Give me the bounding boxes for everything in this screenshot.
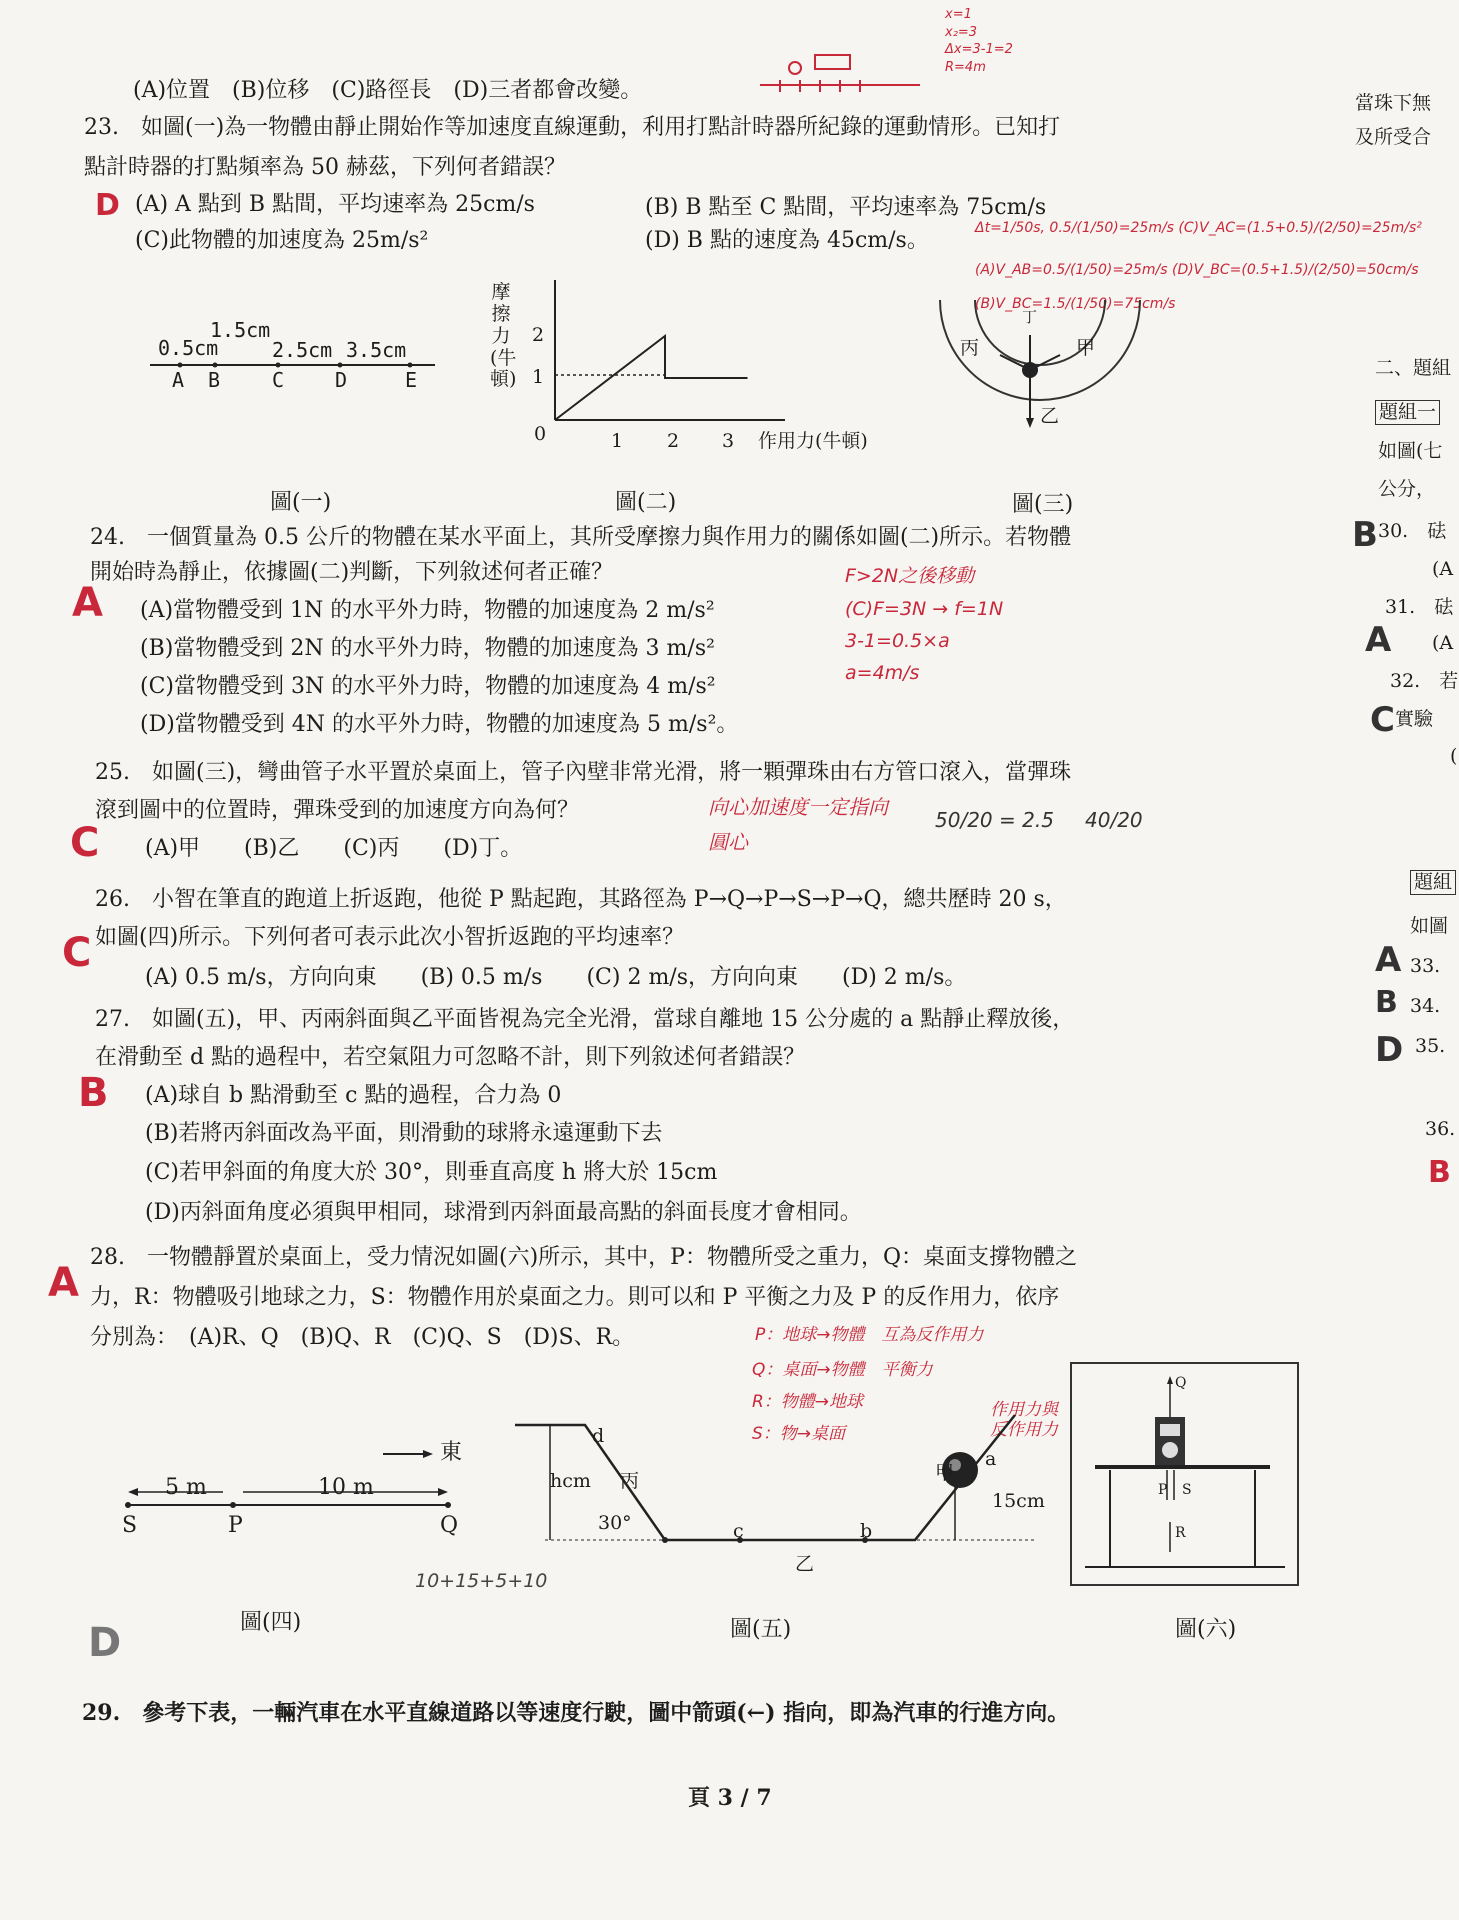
fig4-point-q: Q bbox=[440, 1513, 459, 1538]
answer-q26: C bbox=[62, 930, 92, 976]
hw-q25-note1: 向心加速度一定指向 bbox=[708, 795, 888, 819]
fig3-label-yi: 乙 bbox=[1040, 405, 1060, 427]
fig5-point-c: c bbox=[733, 1520, 744, 1542]
hw-q28-note2: Q：桌面→物體 平衡力 bbox=[752, 1360, 933, 1380]
answer-q33: A bbox=[1375, 940, 1402, 980]
fig5-slope-bing: 丙 bbox=[620, 1470, 640, 1492]
fig5-caption: 圖(五) bbox=[730, 1617, 792, 1642]
fig6-diagram bbox=[1070, 1362, 1300, 1587]
fig4-east-label: 東 bbox=[440, 1440, 463, 1465]
fig6-label-q: Q bbox=[1175, 1375, 1187, 1391]
hw-q24-note4: a=4m/s bbox=[845, 662, 920, 684]
hw-q23-calc1: Δt=1/50s, 0.5/(1/50)=25m/s (C)V_AC=(1.5+0.5)/(2/50)=25m/s² bbox=[975, 220, 1422, 236]
q24-option-a: (A)當物體受到 1N 的水平外力時，物體的加速度為 2 m/s² bbox=[140, 598, 715, 623]
answer-q29: D bbox=[88, 1620, 122, 1666]
hw-q26-calc1: 50/20 = 2.5 bbox=[935, 808, 1054, 832]
fig1-dist-ab: 0.5cm bbox=[158, 336, 219, 360]
hw-q28-note1: P：地球→物體 互為反作用力 bbox=[755, 1325, 984, 1345]
q27-option-c: (C)若甲斜面的角度大於 30°，則垂直高度 h 將大於 15cm bbox=[145, 1160, 718, 1185]
fig1-caption: 圖(一) bbox=[270, 490, 332, 515]
q26-options: (A) 0.5 m/s，方向向東 (B) 0.5 m/s (C) 2 m/s，方向向東 (D) 2 m/s。 bbox=[145, 965, 967, 990]
fig1-point-d: D bbox=[335, 368, 348, 392]
q23-option-d: (D) B 點的速度為 45cm/s。 bbox=[645, 228, 929, 253]
q27-stem-line2: 在滑動至 d 點的過程中，若空氣阻力可忽略不計，則下列敘述何者錯誤？ bbox=[95, 1045, 806, 1070]
answer-q32: C bbox=[1370, 700, 1395, 740]
fig1-dist-bc: 1.5cm bbox=[210, 318, 271, 342]
q23-option-c: (C)此物體的加速度為 25m/s² bbox=[135, 228, 429, 253]
answer-q30: B bbox=[1352, 515, 1378, 555]
fig6-label-p: P bbox=[1158, 1482, 1168, 1498]
q24-option-d: (D)當物體受到 4N 的水平外力時，物體的加速度為 5 m/s²。 bbox=[140, 712, 739, 737]
fig5-angle: 30° bbox=[598, 1512, 632, 1534]
fig1-point-b: B bbox=[208, 368, 221, 392]
hw-q23-calc2: (A)V_AB=0.5/(1/50)=25m/s (D)V_BC=(0.5+1.5)/(2/50)=50cm/s bbox=[975, 262, 1419, 278]
fig3-caption: 圖(三) bbox=[1012, 492, 1074, 517]
fig2-xtick-3: 3 bbox=[722, 430, 735, 452]
rc-q30a: (A bbox=[1432, 558, 1454, 580]
rc-q32b: 實驗 bbox=[1395, 708, 1434, 730]
fig5-height-h: hcm bbox=[550, 1470, 591, 1492]
fig1-point-e: E bbox=[405, 368, 418, 392]
hw-q28-note3: R：物體→地球 bbox=[752, 1392, 864, 1412]
hw-q28-note5: 作用力與反作用力 bbox=[990, 1400, 1058, 1441]
fig4-point-p: P bbox=[228, 1513, 243, 1538]
q24-option-b: (B)當物體受到 2N 的水平外力時，物體的加速度為 3 m/s² bbox=[140, 636, 715, 661]
q27-option-d: (D)丙斜面角度必須與甲相同，球滑到丙斜面最高點的斜面長度才會相同。 bbox=[145, 1200, 862, 1225]
q23-stem-line1: 23. 如圖(一)為一物體由靜止開始作等加速度直線運動，利用打點計時器所紀錄的運動情形。已知打 bbox=[84, 115, 1061, 140]
q23-option-b: (B) B 點至 C 點間，平均速率為 75cm/s bbox=[645, 195, 1047, 220]
rc-section: 二、題組 bbox=[1375, 357, 1452, 379]
fig2-origin: 0 bbox=[534, 423, 547, 445]
rc-group1: 題組一 bbox=[1375, 400, 1440, 425]
hw-top-notes: x=1 x₂=3 Δx=3-1=2 R=4m bbox=[945, 7, 1013, 75]
page-number: 頁 3 / 7 bbox=[688, 1785, 772, 1811]
q28-stem-line1: 28. 一物體靜置於桌面上，受力情況如圖(六)所示，其中，P：物體所受之重力，Q：桌面支撐物體之 bbox=[90, 1245, 1077, 1270]
fig1-point-c: C bbox=[272, 368, 285, 392]
fig3-label-ding: 丁 bbox=[1022, 308, 1038, 326]
answer-q25: C bbox=[70, 820, 100, 866]
hw-q28-note4: S：物→桌面 bbox=[752, 1424, 846, 1444]
q25-options: (A)甲 (B)乙 (C)丙 (D)丁。 bbox=[145, 836, 523, 861]
rc-unit: 公分， bbox=[1378, 478, 1436, 500]
q24-stem-line1: 24. 一個質量為 0.5 公斤的物體在某水平面上，其所受摩擦力與作用力的關係如圖(二)所示。若物體 bbox=[90, 525, 1072, 550]
answer-q24: A bbox=[72, 580, 103, 626]
rc-q32: 32. 若 bbox=[1390, 670, 1459, 692]
fig1-dist-cd: 2.5cm bbox=[272, 338, 333, 362]
fig1-dist-de: 3.5cm bbox=[346, 338, 407, 362]
fig4-dist-pq: 10 m bbox=[318, 1475, 374, 1500]
hw-q26-calc2: 40/20 bbox=[1085, 808, 1143, 832]
fig6-label-s: S bbox=[1182, 1482, 1192, 1498]
hw-q25-note2: 圓心 bbox=[708, 830, 748, 854]
rc-q34: 34. bbox=[1410, 995, 1441, 1017]
answer-q36: B bbox=[1428, 1155, 1451, 1190]
q26-stem-line2: 如圖(四)所示。下列何者可表示此次小智折返跑的平均速率？ bbox=[95, 925, 685, 950]
fig5-slope-jia: 甲 bbox=[935, 1462, 955, 1484]
rc-q30: 30. 砝 bbox=[1378, 520, 1447, 542]
fig2-plot bbox=[545, 270, 805, 430]
q23-option-a: (A) A 點到 B 點間，平均速率為 25cm/s bbox=[135, 192, 535, 217]
answer-q28: A bbox=[48, 1260, 79, 1306]
fig1-point-a: A bbox=[172, 368, 185, 392]
q29-stem: 29. 參考下表，一輛汽車在水平直線道路以等速度行駛，圖中箭頭(←) 指向，即為汽車的行進方向。 bbox=[82, 1700, 1070, 1726]
fig2-xlabel: 作用力(牛頓) bbox=[758, 430, 868, 452]
fig5-point-d: d bbox=[592, 1425, 605, 1447]
rc-fig7: 如圖(七 bbox=[1378, 440, 1443, 462]
fig4-point-s: S bbox=[122, 1513, 138, 1538]
fig5-point-b: b bbox=[860, 1520, 873, 1542]
rc-top1: 當珠下無 bbox=[1355, 92, 1432, 114]
hw-q24-note1: F>2N之後移動 bbox=[845, 565, 975, 587]
rc-q32c: ( bbox=[1450, 745, 1458, 767]
rc-group2: 題組 bbox=[1410, 870, 1456, 895]
fig3-label-jia: 甲 bbox=[1076, 337, 1096, 359]
fig4-dist-sp: 5 m bbox=[165, 1475, 207, 1500]
q22-options: (A)位置 (B)位移 (C)路徑長 (D)三者都會改變。 bbox=[133, 78, 643, 103]
rc-q36: 36. bbox=[1425, 1118, 1456, 1140]
rc-q33: 33. bbox=[1410, 955, 1441, 977]
fig2-xtick-2: 2 bbox=[667, 430, 680, 452]
answer-q35: D bbox=[1375, 1030, 1404, 1070]
q27-option-b: (B)若將丙斜面改為平面，則滑動的球將永遠運動下去 bbox=[145, 1121, 663, 1146]
rc-top2: 及所受合 bbox=[1355, 126, 1432, 148]
rc-q31: 31. 砝 bbox=[1385, 596, 1454, 618]
fig2-friction-line bbox=[555, 336, 748, 420]
q27-option-a: (A)球自 b 點滑動至 c 點的過程，合力為 0 bbox=[145, 1083, 562, 1108]
hw-q26-calc3: 10+15+5+10 bbox=[415, 1570, 548, 1592]
fig6-label-r: R bbox=[1175, 1525, 1186, 1541]
answer-q31: A bbox=[1365, 620, 1392, 660]
q23-stem-line2: 點計時器的打點頻率為 50 赫茲，下列何者錯誤？ bbox=[84, 155, 566, 180]
answer-q23: D bbox=[95, 188, 120, 223]
rc-q35: 35. bbox=[1415, 1035, 1446, 1057]
answer-q27: B bbox=[78, 1070, 109, 1116]
hw-q24-note3: 3-1=0.5×a bbox=[845, 630, 950, 652]
q25-stem-line1: 25. 如圖(三)，彎曲管子水平置於桌面上，管子內壁非常光滑，將一顆彈珠由右方管口滾入，當彈珠 bbox=[95, 760, 1072, 785]
fig2-ytick-2: 2 bbox=[532, 324, 545, 346]
fig2-ytick-1: 1 bbox=[532, 366, 545, 388]
q24-option-c: (C)當物體受到 3N 的水平外力時，物體的加速度為 4 m/s² bbox=[140, 674, 716, 699]
q28-stem-line3: 分別為： (A)R、Q (B)Q、R (C)Q、S (D)S、R。 bbox=[90, 1325, 635, 1350]
answer-q34: B bbox=[1375, 985, 1398, 1020]
q24-stem-line2: 開始時為靜止，依據圖(二)判斷，下列敘述何者正確？ bbox=[90, 560, 614, 585]
hw-q23-calc3: (B)V_BC=1.5/(1/50)=75cm/s bbox=[975, 296, 1176, 312]
fig2-ylabel: 摩擦力(牛頓) bbox=[490, 281, 517, 391]
hw-q24-note2: (C)F=3N → f=1N bbox=[845, 598, 1004, 620]
fig5-plane-yi: 乙 bbox=[795, 1553, 815, 1575]
fig2-xtick-1: 1 bbox=[611, 430, 624, 452]
fig2-caption: 圖(二) bbox=[615, 490, 677, 515]
q28-stem-line2: 力，R：物體吸引地球之力，S：物體作用於桌面之力。則可以和 P 平衡之力及 P 的反作用力，依序 bbox=[90, 1285, 1060, 1310]
fig3-label-bing: 丙 bbox=[960, 337, 980, 359]
fig5-height-15: 15cm bbox=[992, 1490, 1045, 1512]
fig6-caption: 圖(六) bbox=[1175, 1617, 1237, 1642]
fig5-point-a: a bbox=[985, 1448, 997, 1470]
q27-stem-line1: 27. 如圖(五)，甲、丙兩斜面與乙平面皆視為完全光滑，當球自離地 15 公分處的 a 點靜止釋放後， bbox=[95, 1007, 1075, 1032]
q25-stem-line2: 滾到圖中的位置時，彈珠受到的加速度方向為何？ bbox=[95, 798, 580, 823]
q26-stem-line1: 26. 小智在筆直的跑道上折返跑，他從 P 點起跑，其路徑為 P→Q→P→S→P→Q，總共歷時 20 s， bbox=[95, 887, 1067, 912]
rc-fig-b: 如圖 bbox=[1410, 915, 1449, 937]
fig4-caption: 圖(四) bbox=[240, 1610, 302, 1635]
rc-q31a: (A bbox=[1432, 632, 1454, 654]
